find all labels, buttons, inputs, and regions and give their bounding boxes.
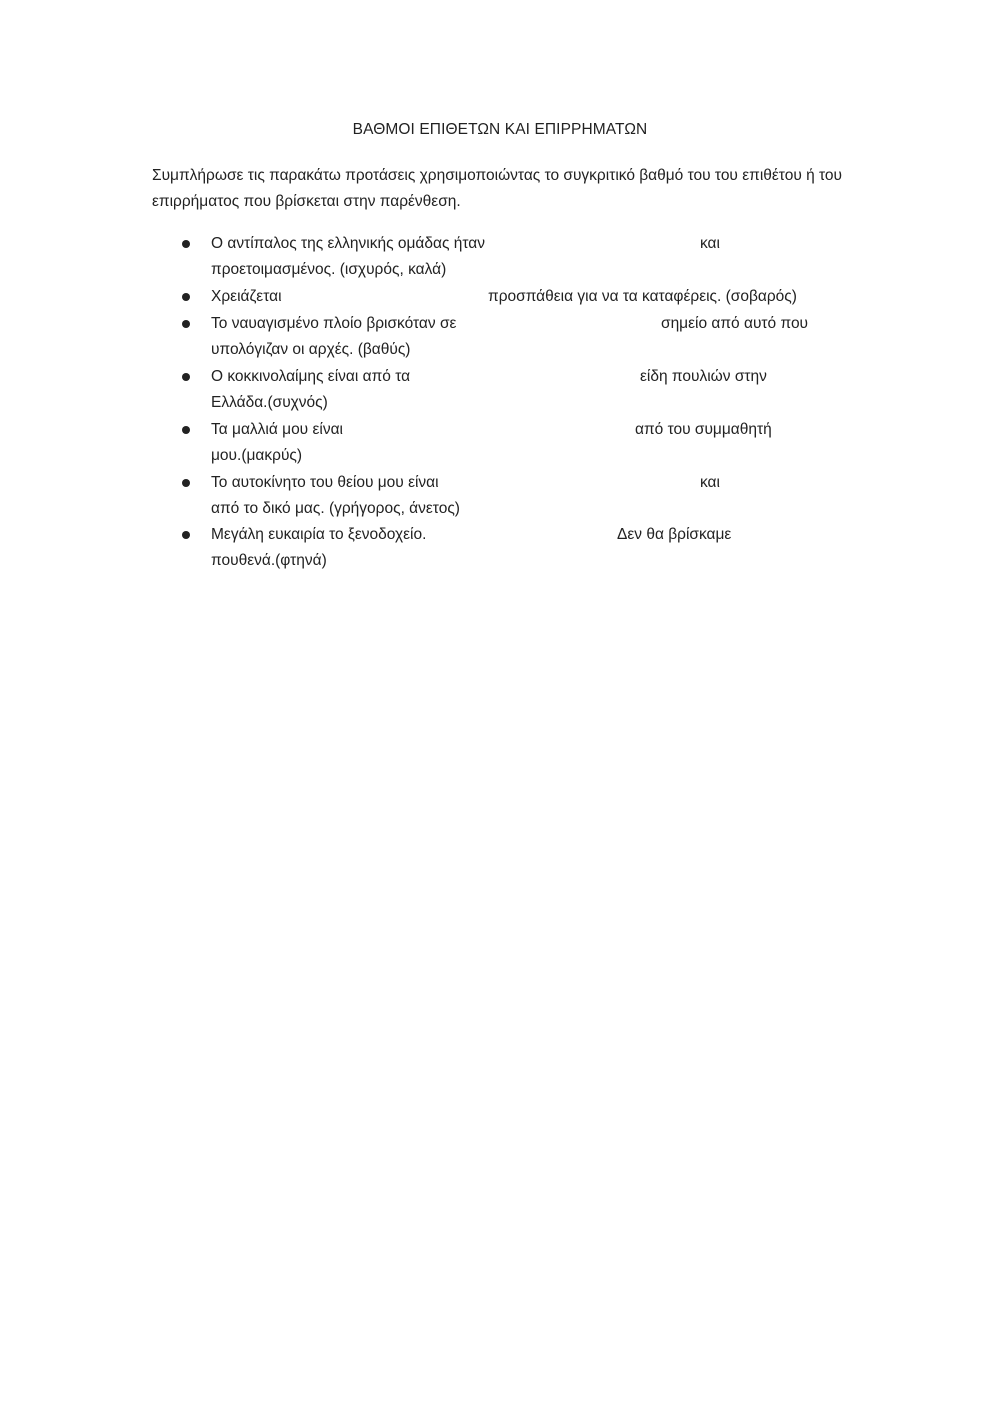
sentence-continuation: Ελλάδα.(συχνός): [211, 394, 328, 411]
bullet-icon: [182, 320, 190, 328]
sentence-end: Δεν θα βρίσκαμε: [617, 526, 732, 543]
bullet-icon: [182, 240, 190, 248]
sentence-end: σημείο από αυτό που: [661, 315, 809, 332]
sentence-start: Το αυτοκίνητο του θείου μου είναι: [211, 474, 439, 491]
bullet-icon: [182, 531, 190, 539]
sentence-start: Ο κοκκινολαίμης είναι από τα: [211, 368, 411, 385]
sentence-end: από του συμμαθητή: [635, 421, 772, 438]
bullet-icon: [182, 293, 190, 301]
sentence-start: Τα μαλλιά μου είναι: [211, 421, 343, 438]
sentence-end: και: [700, 474, 720, 491]
bullet-icon: [182, 426, 190, 434]
sentence-end: και: [700, 235, 720, 252]
instructions-paragraph: Συμπλήρωσε τις παρακάτω προτάσεις χρησιμοποιώντας το συγκριτικό βαθμό του του επιθέτου ή του επιρρήματος που βρίσκεται στην παρένθεση.: [152, 167, 843, 210]
sentence-end: προσπάθεια για να τα καταφέρεις. (σοβαρός): [488, 288, 797, 305]
sentence-end: είδη πουλιών στην: [640, 368, 767, 385]
sentence-start: Μεγάλη ευκαιρία το ξενοδοχείο.: [211, 526, 427, 543]
bullet-icon: [182, 373, 190, 381]
sentence-continuation: πουθενά.(φτηνά): [211, 552, 327, 569]
page-title: ΒΑΘΜΟΙ ΕΠΙΘΕΤΩΝ ΚΑΙ ΕΠΙΡΡΗΜΑΤΩΝ: [352, 121, 648, 138]
sentence-start: Χρειάζεται: [211, 288, 282, 305]
bullet-icon: [182, 479, 190, 487]
sentence-continuation: υπολόγιζαν οι αρχές. (βαθύς): [211, 341, 411, 358]
sentence-start: Το ναυαγισμένο πλοίο βρισκόταν σε: [211, 315, 457, 332]
sentence-continuation: από το δικό μας. (γρήγορος, άνετος): [211, 500, 460, 517]
sentence-start: Ο αντίπαλος της ελληνικής ομάδας ήταν: [211, 235, 485, 252]
sentence-continuation: μου.(μακρύς): [211, 447, 303, 464]
sentence-continuation: προετοιμασμένος. (ισχυρός, καλά): [211, 261, 447, 278]
